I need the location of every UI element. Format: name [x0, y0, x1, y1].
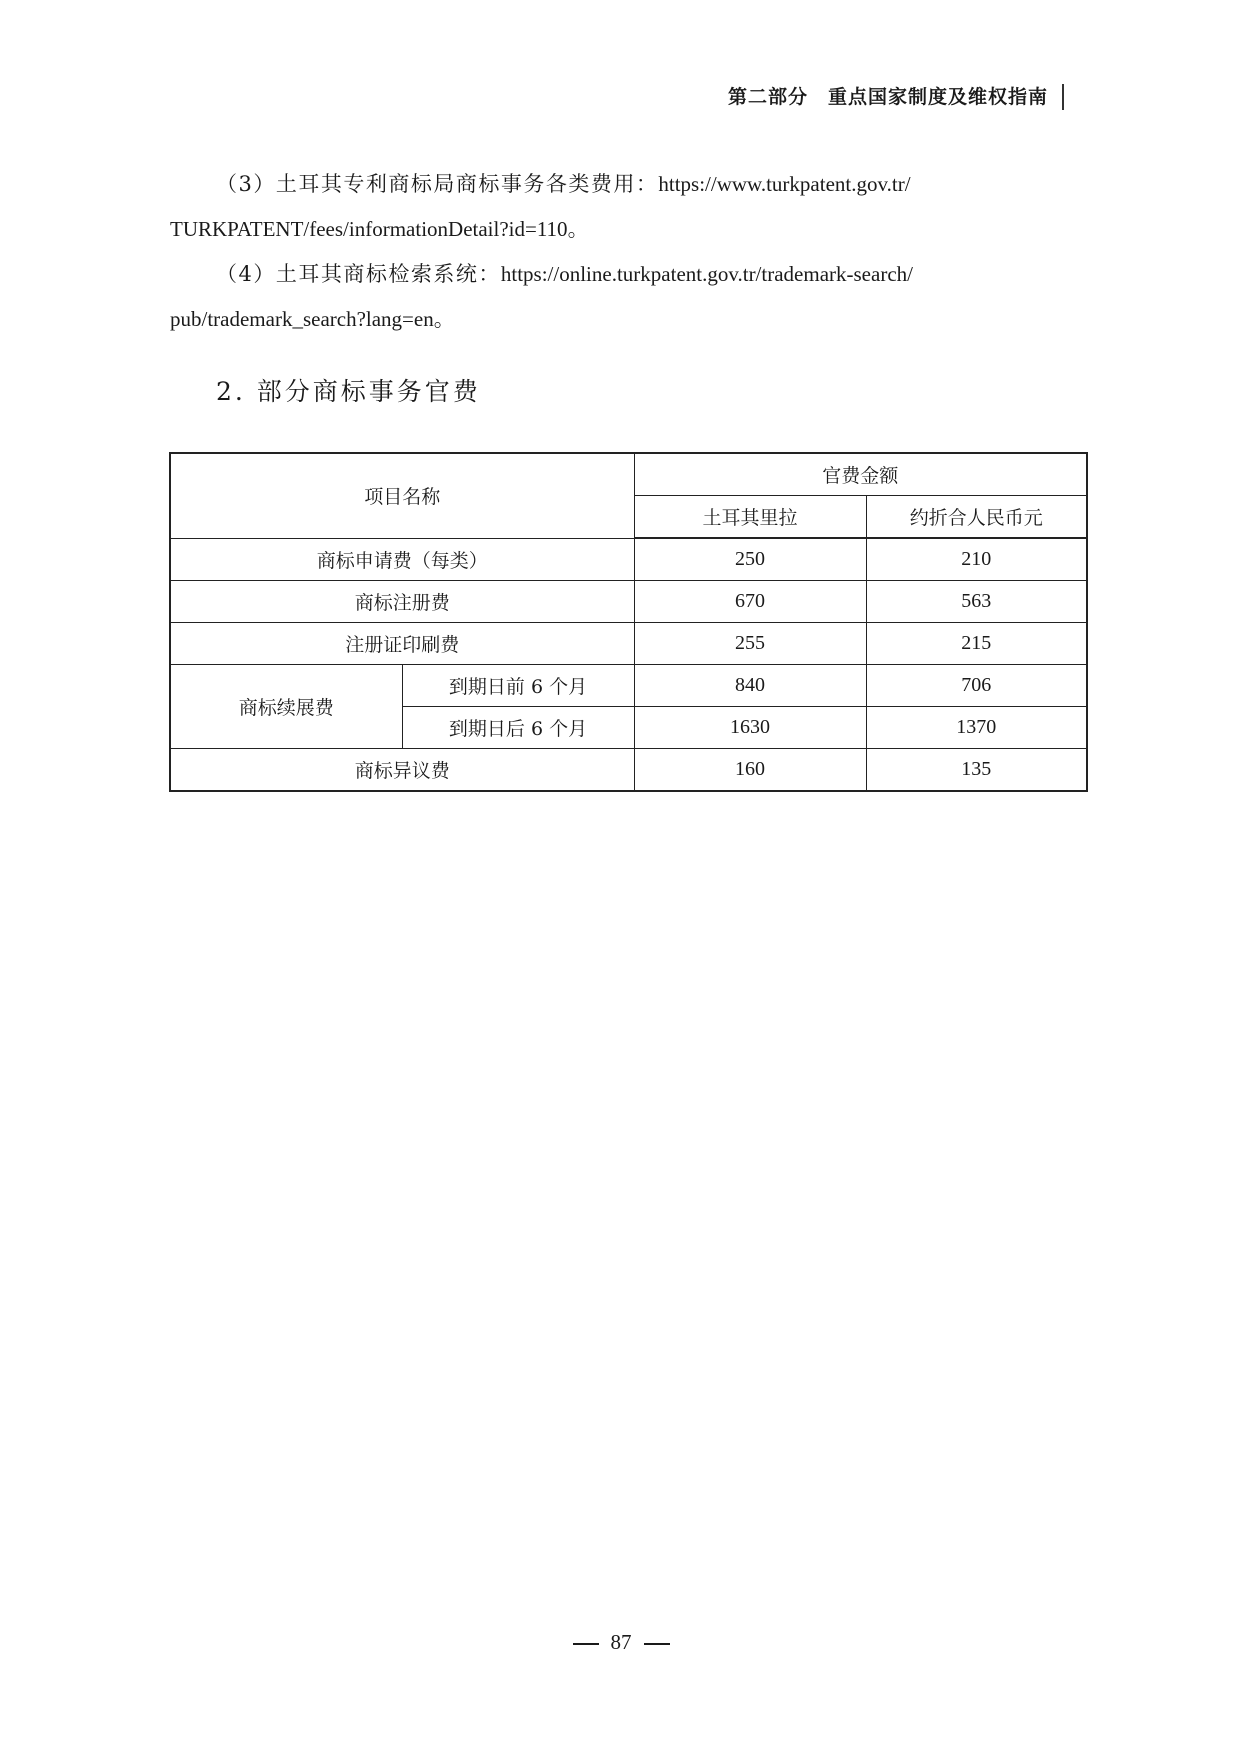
row-lira: 670 — [634, 581, 866, 623]
table-row — [170, 623, 1087, 665]
renewal-sub-name: 到期日后 6 个月 — [402, 707, 634, 749]
row-rmb: 210 — [866, 538, 1087, 581]
paragraph-end: 。 — [567, 217, 591, 241]
row-lira: 840 — [634, 665, 866, 707]
paragraph-line — [170, 207, 1085, 252]
paragraph-label: （4）土耳其商标检索系统： — [216, 262, 501, 286]
header-rmb: 约折合人民币元 — [866, 496, 1087, 539]
renewal-sub-name: 到期日前 6 个月 — [402, 665, 634, 707]
search-url-part1[interactable]: https://online.turkpatent.gov.tr/trademark-search/ — [500, 262, 913, 286]
paragraph-line — [170, 297, 1085, 342]
table-row — [170, 749, 1087, 792]
paragraph-turkpatent-fees — [170, 162, 1085, 252]
row-lira: 1630 — [634, 707, 866, 749]
paragraph-line — [170, 252, 1085, 297]
official-fees-table — [169, 452, 1088, 792]
paragraph-trademark-search — [170, 252, 1085, 342]
row-name: 商标异议费 — [170, 749, 634, 792]
header-official-fee: 官费金额 — [634, 453, 1087, 496]
row-rmb: 135 — [866, 749, 1087, 792]
running-header: 第二部分 重点国家制度及维权指南 — [728, 84, 1064, 110]
row-rmb: 215 — [866, 623, 1087, 665]
fees-url-part2[interactable]: TURKPATENT/fees/informationDetail?id=110 — [170, 217, 568, 241]
search-url-part2[interactable]: pub/trademark_search?lang=en — [170, 307, 434, 331]
paragraph-label: （3）土耳其专利商标局商标事务各类费用： — [216, 172, 659, 196]
paragraph-line — [170, 162, 1085, 207]
row-name: 商标注册费 — [170, 581, 634, 623]
table-row — [170, 581, 1087, 623]
fees-url-part1[interactable]: https://www.turkpatent.gov.tr/ — [658, 172, 911, 196]
row-lira: 255 — [634, 623, 866, 665]
row-rmb: 1370 — [866, 707, 1087, 749]
row-lira: 160 — [634, 749, 866, 792]
row-name: 商标申请费（每类） — [170, 538, 634, 581]
table-row — [170, 538, 1087, 581]
table-row — [170, 665, 1087, 707]
paragraph-end: 。 — [433, 307, 457, 331]
header-lira: 土耳其里拉 — [634, 496, 866, 539]
row-rmb: 563 — [866, 581, 1087, 623]
dash-right — [644, 1643, 670, 1645]
page-number — [0, 1630, 1242, 1655]
dash-left — [573, 1643, 599, 1645]
page-number-text: 87 — [610, 1630, 632, 1654]
section-heading: 2. 部分商标事务官费 — [216, 377, 481, 406]
table-header-row — [170, 453, 1087, 496]
renewal-name: 商标续展费 — [170, 665, 402, 749]
row-name: 注册证印刷费 — [170, 623, 634, 665]
row-lira: 250 — [634, 538, 866, 581]
row-rmb: 706 — [866, 665, 1087, 707]
header-item-name: 项目名称 — [170, 453, 634, 538]
